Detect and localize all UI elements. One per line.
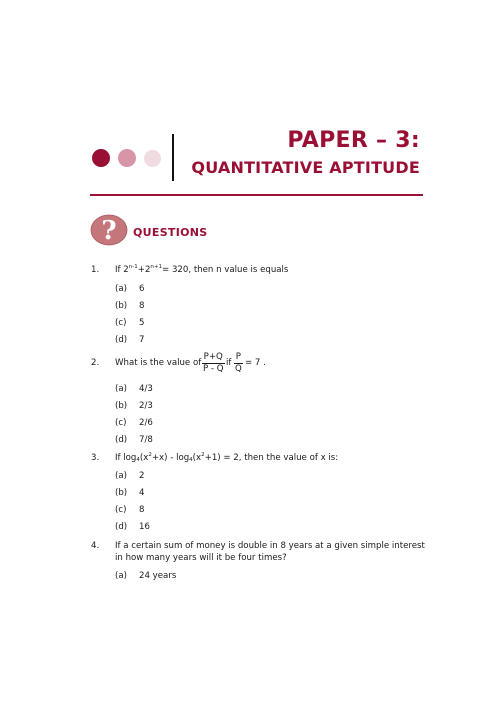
option-label: (c) — [115, 505, 127, 515]
section-heading: QUESTIONS — [133, 226, 208, 239]
decorative-dot-medium — [118, 149, 136, 167]
option-value: 8 — [139, 505, 145, 515]
option-value: 5 — [139, 318, 145, 328]
option-value: 24 years — [139, 571, 177, 581]
option-label: (a) — [115, 384, 127, 394]
option-value: 2/6 — [139, 418, 153, 428]
header-rule — [90, 194, 423, 196]
option-label: (d) — [115, 522, 128, 532]
option-value: 2 — [139, 471, 145, 481]
option-value: 7 — [139, 335, 145, 345]
question-text: If $2^{n-1}+2^{n+1}= 320$, then n value is equals — [115, 264, 289, 275]
question-number: 3. — [91, 453, 100, 463]
question-number: 4. — [91, 541, 100, 551]
option-label: (b) — [115, 301, 128, 311]
question-number: 2. — [91, 358, 100, 368]
option-label: (a) — [115, 571, 127, 581]
question-text: If $\log_4(x^2+x) - \log_4(x^2+1) = 2$, then the value of x is: — [115, 452, 339, 463]
option-value: 4 — [139, 488, 145, 498]
option-label: (c) — [115, 418, 127, 428]
option-value: 16 — [139, 522, 150, 532]
fraction: $\frac{P+Q}{P - Q}$ — [203, 352, 224, 374]
question-text: What is the value of — [115, 358, 202, 368]
decorative-dot-dark — [92, 149, 110, 167]
fraction: $\frac{P}{Q}$ — [235, 352, 242, 374]
question-text: = 7 . — [245, 358, 266, 368]
option-label: (b) — [115, 401, 128, 411]
option-value: 7/8 — [139, 435, 153, 445]
option-value: 8 — [139, 301, 145, 311]
option-value: 6 — [139, 284, 145, 294]
option-label: (b) — [115, 488, 128, 498]
option-value: 2/3 — [139, 401, 153, 411]
option-label: (c) — [115, 318, 127, 328]
question-text-line1: If a certain sum of money is double in 8 years at a given simple interest — [115, 541, 425, 551]
decorative-dot-light — [144, 150, 161, 167]
header-divider — [172, 134, 174, 181]
option-label: (a) — [115, 471, 127, 481]
question-text-if: if — [226, 358, 232, 368]
option-value: 4/3 — [139, 384, 153, 394]
option-label: (d) — [115, 435, 128, 445]
question-mark-icon — [90, 214, 128, 246]
subject-title: QUANTITATIVE APTITUDE — [191, 158, 420, 177]
option-label: (a) — [115, 284, 127, 294]
svg-text:?: ? — [101, 216, 117, 246]
question-text-line2: in how many years will it be four times? — [115, 553, 287, 563]
paper-title: PAPER – 3: — [287, 128, 420, 153]
option-label: (d) — [115, 335, 128, 345]
question-number: 1. — [91, 265, 100, 275]
